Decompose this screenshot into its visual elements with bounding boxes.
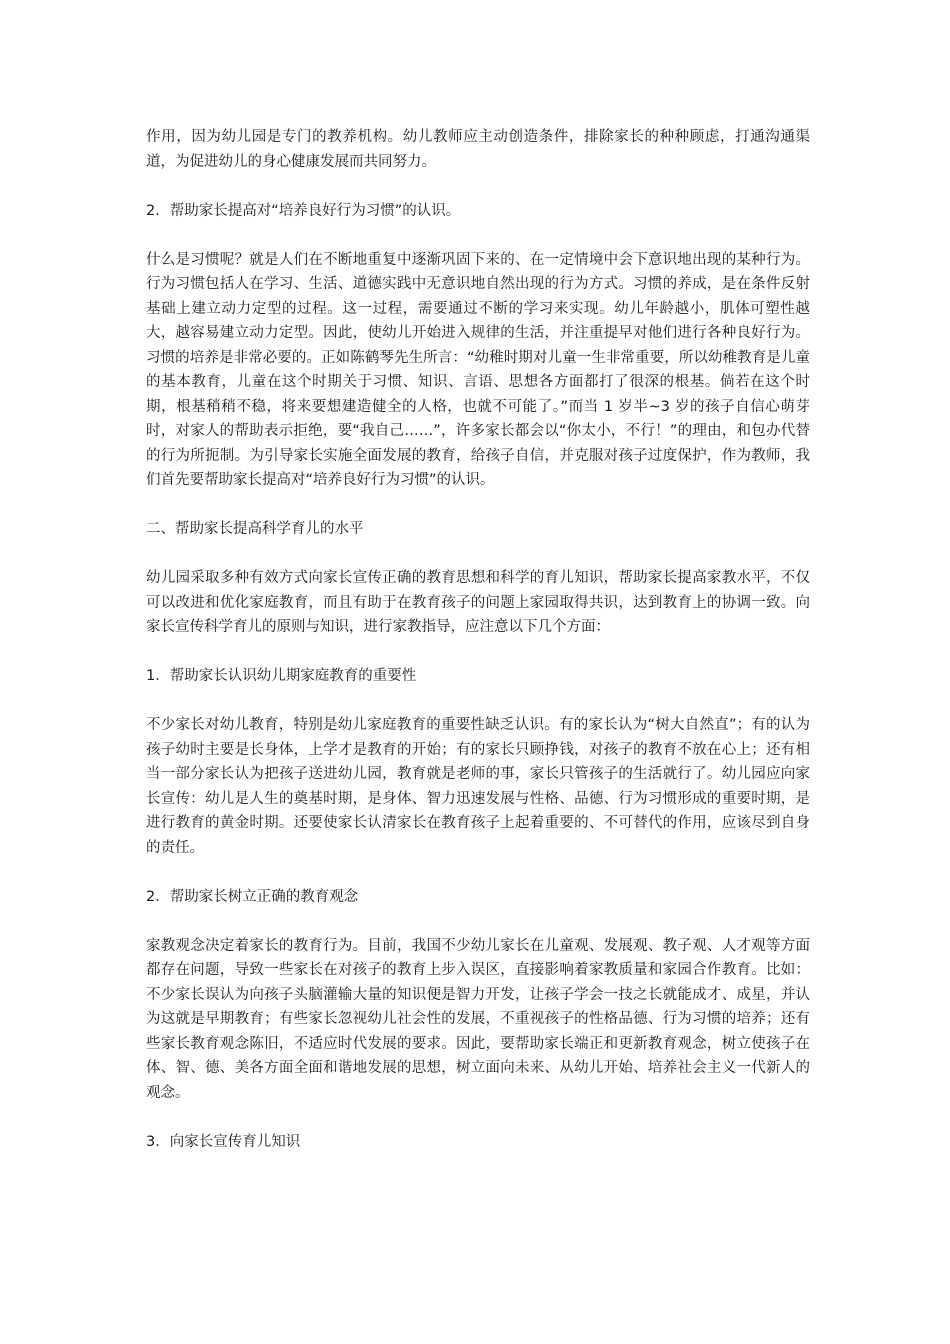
- section-heading-knowledge: 3．向家长宣传育儿知识: [146, 1133, 301, 1150]
- paragraph-concepts: 家教观念决定着家长的教育行为。目前，我国不少幼儿家长在儿童观、发展观、教子观、人才观等方面都存在问题，导致一些家长在对孩子的教育上步入误区，直接影响着家教质量和家园合作教育。比如：不少家长误认为向孩子头脑灌输大量的知识便是智力开发，让孩子学会一技之长就能成才、成星，并认为这就是早期教育；有些家长忽视幼儿社会性的发展，不重视孩子的性格品德、行为习惯的培养；还有些家长教育观念陈旧，不适应时代发展的要求。因此，要帮助家长端正和更新教育观念，树立使孩子在体、智、德、美各方面全面和谐地发展的思想，树立面向未来、从幼儿开始、培养社会主义一代新人的观念。: [146, 937, 810, 1101]
- paragraph-habits: 什么是习惯呢？就是人们在不断地重复中逐渐巩固下来的、在一定情境中会下意识地出现的某种行为。行为习惯包括人在学习、生活、道德实践中无意识地自然出现的行为方式。习惯的养成，是在条件反射基础上建立动力定型的过程。这一过程，需要通过不断的学习来实现。幼儿年龄越小，肌体可塑性越大，越容易建立动力定型。因此，使幼儿开始进入规律的生活，并注重提早对他们进行各种良好行为。习惯的培养是非常必要的。正如陈鹤琴先生所言：“幼稚时期对儿童一生非常重要，所以幼稚教育是儿童的基本教育，儿童在这个时期关于习惯、知识、言语、思想各方面都打了很深的根基。倘若在这个时期，根基稍稍不稳，将来要想建造健全的人格，也就不可能了。”而当 1 岁半~3 岁的孩子自信心萌芽时，对家人的帮助表示拒绝，要“我自己……”，许多家长都会以“你太小，不行！”的理由，和包办代替的行为所扼制。为引导家长实施全面发展的教育，给孩子自信，并克服对孩子过度保护，作为教师，我们首先要帮助家长提高对“培养良好行为习惯”的认识。: [146, 251, 810, 488]
- paragraph-scientific-parenting: 幼儿园采取多种有效方式向家长宣传正确的教育思想和科学的育儿知识，帮助家长提高家教水平，不仅可以改进和优化家庭教育，而且有助于在教育孩子的问题上家园取得共识，达到教育上的协调一致。向家长宣传科学育儿的原则与知识，进行家教指导，应注意以下几个方面：: [146, 570, 810, 635]
- section-heading-importance: 1．帮助家长认识幼儿期家庭教育的重要性: [146, 668, 417, 684]
- section-heading-scientific-parenting: 二、帮助家长提高科学育儿的水平: [146, 521, 364, 537]
- document-body: [146, 125, 810, 1179]
- paragraph-continuation: 作用，因为幼儿园是专门的教养机构。幼儿教师应主动创造条件，排除家长的种种顾虑，打通沟通渠道，为促进幼儿的身心健康发展而共同努力。: [146, 129, 810, 170]
- section-heading-concepts: 2．帮助家长树立正确的教育观念: [146, 888, 359, 905]
- paragraph-importance: 不少家长对幼儿教育，特别是幼儿家庭教育的重要性缺乏认识。有的家长认为“树大自然直”；有的认为孩子幼时主要是长身体，上学才是教育的开始；有的家长只顾挣钱，对孩子的教育不放在心上；还有相当一部分家长认为把孩子送进幼儿园，教育就是老师的事，家长只管孩子的生活就行了。幼儿园应向家长宣传：幼儿是人生的奠基时期，是身体、智力迅速发展与性格、品德、行为习惯形成的重要时期，是进行教育的黄金时期。还要使家长认清家长在教育孩子上起着重要的、不可替代的作用，应该尽到自身的责任。: [146, 717, 810, 856]
- section-heading-habits: 2．帮助家长提高对“培养良好行为习惯”的认识。: [146, 202, 461, 219]
